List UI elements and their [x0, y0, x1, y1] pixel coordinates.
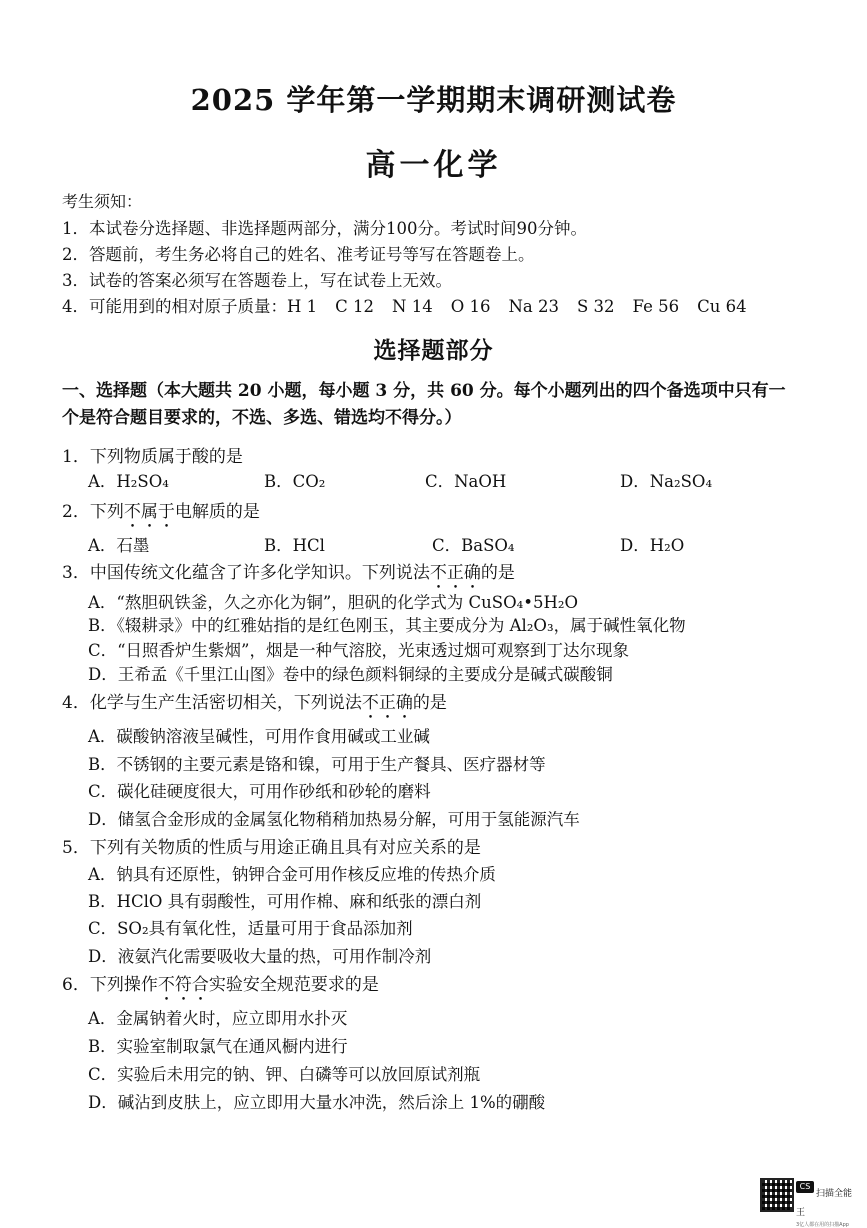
q2-option-a: A．石墨 [88, 536, 150, 555]
atom-mass: Fe 56 [632, 297, 680, 316]
question-2-stem [62, 497, 260, 532]
notice-item-1: 1．本试卷分选择题、非选择题两部分，满分100分。考试时间90分钟。 [62, 219, 587, 238]
atom-mass: O 16 [450, 297, 491, 316]
q5-option-c: C．SO₂具有氧化性，适量可用于食品添加剂 [88, 919, 413, 938]
atom-mass: S 32 [577, 297, 615, 316]
q3-option-c: C．“日照香炉生紫烟”，烟是一种气溶胶，光束透过烟可观察到丁达尔现象 [88, 641, 629, 660]
q3-option-b: B．《辍耕录》中的红雅姑指的是红色刚玉，其主要成分为 Al₂O₃，属于碱性氧化物 [88, 616, 686, 635]
section-title: 选择题部分 [373, 337, 494, 364]
emphasis-text: 不正确 [361, 693, 413, 713]
q5-option-d: D．液氨汽化需要吸收大量的热，可用作制冷剂 [88, 947, 432, 966]
stem-text: 2．下列 [62, 502, 124, 522]
q6-option-a: A．金属钠着火时，应立即用水扑灭 [88, 1009, 348, 1028]
watermark-subtitle: 3亿人都在用的扫描App [796, 1222, 849, 1228]
emphasis-text: 不正确 [429, 563, 481, 583]
atom-mass: C 12 [335, 297, 375, 316]
q6-option-c: C．实验后未用完的钠、钾、白磷等可以放回原试剂瓶 [88, 1065, 481, 1084]
question-4-stem [62, 688, 447, 723]
camscanner-logo-icon: CS [796, 1181, 814, 1193]
q6-option-b: B．实验室制取氯气在通风橱内进行 [88, 1037, 348, 1056]
question-3-stem [62, 558, 515, 593]
atom-mass: H 1 [287, 297, 318, 316]
q3-option-a: A．“熬胆矾铁釜，久之亦化为铜”，胆矾的化学式为 CuSO₄•5H₂O [88, 593, 578, 612]
question-6-stem [62, 970, 379, 1005]
q1-option-a: A．H₂SO₄ [88, 472, 169, 491]
q2-option-c: C．BaSO₄ [432, 536, 515, 555]
emphasis-text: 不属于 [123, 502, 175, 522]
stem-text: 4．化学与生产生活密切相关，下列说法 [62, 693, 362, 713]
notice-item-3: 3．试卷的答案必须写在答题卷上，写在试卷上无效。 [62, 271, 452, 290]
subject-title: 高一化学 [365, 148, 502, 183]
q5-option-a: A．钠具有还原性，钠钾合金可用作核反应堆的传热介质 [88, 865, 496, 884]
scanner-watermark [796, 1181, 860, 1228]
q4-option-d: D．储氢合金形成的金属氢化物稍稍加热易分解，可用于氢能源汽车 [88, 810, 580, 829]
atom-mass: N 14 [392, 297, 433, 316]
atom-mass: Na 23 [508, 297, 559, 316]
q6-option-d: D．碱沾到皮肤上，应立即用大量水冲洗，然后涂上 1%的硼酸 [88, 1093, 546, 1112]
qr-code-icon [760, 1178, 794, 1212]
stem-text: 实验安全规范要求的是 [208, 975, 379, 995]
watermark-brand: 扫描全能王 [796, 1189, 853, 1218]
notice-item-2: 2．答题前，考生务必将自己的姓名、准考证号等写在答题卷上。 [62, 245, 535, 264]
stem-text: 的是 [412, 693, 447, 713]
q1-option-d: D．Na₂SO₄ [620, 472, 713, 491]
stem-text: 6．下列操作 [62, 975, 158, 995]
q4-option-a: A．碳酸钠溶液呈碱性，可用作食用碱或工业碱 [88, 727, 430, 746]
emphasis-text: 不符合 [157, 975, 209, 995]
stem-text: 的是 [480, 563, 515, 583]
atom-mass: Cu 64 [697, 297, 747, 316]
q4-option-b: B．不锈钢的主要元素是铬和镍，可用于生产餐具、医疗器材等 [88, 755, 546, 774]
question-1-stem: 1．下列物质属于酸的是 [62, 447, 243, 467]
notice-heading: 考生须知： [62, 192, 143, 211]
question-5-stem: 5．下列有关物质的性质与用途正确且具有对应关系的是 [62, 838, 481, 858]
stem-text: 3．中国传统文化蕴含了许多化学知识。下列说法 [62, 563, 430, 583]
q5-option-b: B．HClO 具有弱酸性，可用作棉、麻和纸张的漂白剂 [88, 892, 482, 911]
q2-option-b: B．HCl [264, 536, 325, 555]
exam-title: 2025 学年第一学期期末调研测试卷 [190, 83, 677, 117]
notice-item-4 [62, 293, 765, 317]
section-instructions: 一、选择题（本大题共 20 小题，每小题 3 分，共 60 分。每个小题列出的四个备选项中只有一个是符合题目要求的，不选、多选、错选均不得分。） [62, 381, 786, 428]
q3-option-d: D．王希孟《千里江山图》卷中的绿色颜料铜绿的主要成分是碱式碳酸铜 [88, 665, 613, 684]
q1-option-b: B．CO₂ [264, 472, 326, 491]
stem-text: 电解质的是 [174, 502, 260, 522]
atoms-label: 4．可能用到的相对原子质量： [62, 297, 287, 316]
q2-option-d: D．H₂O [620, 536, 685, 555]
q4-option-c: C．碳化硅硬度很大，可用作砂纸和砂轮的磨料 [88, 782, 431, 801]
q1-option-c: C．NaOH [425, 472, 507, 491]
